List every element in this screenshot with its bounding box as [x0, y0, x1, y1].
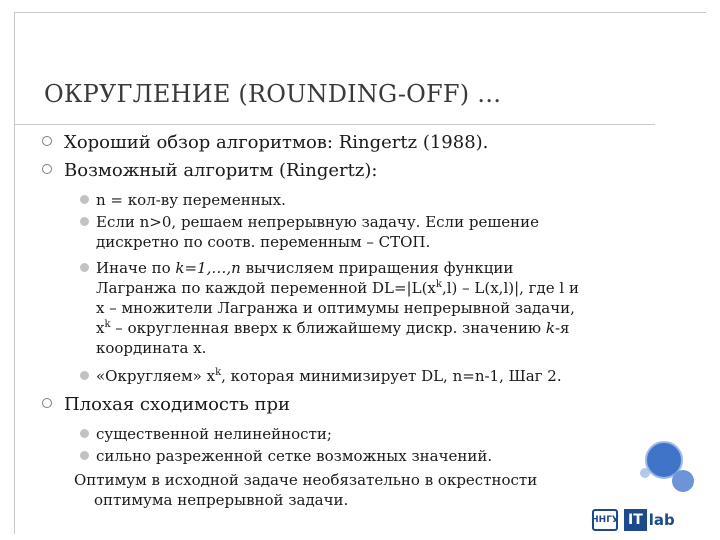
condition-text: сильно разреженной сетке возможных значений. — [96, 447, 493, 465]
bullet-circle-icon — [42, 398, 52, 408]
index-variable: k — [545, 319, 555, 337]
bullet-circle-icon — [42, 164, 52, 174]
text-run: – округленная вверх к ближайшему дискр. значению — [110, 319, 546, 337]
sub-bullet-line: дискретно по соотв. переменным – СТОП. — [96, 233, 431, 251]
text-run: , которая минимизирует DL, n=n-1, Шаг 2. — [221, 367, 562, 385]
bullet-text: Плохая сходимость при — [64, 394, 290, 415]
university-logo-icon: ННГУ — [592, 509, 618, 531]
sub-bullet-dot-icon — [80, 429, 89, 438]
condition-item-1 — [96, 424, 656, 444]
superscript: k — [104, 319, 111, 330]
sub-bullet-dot-icon — [80, 195, 89, 204]
sub-bullet-line: x – множители Лагранжа и оптимумы непрерывной задачи, — [96, 299, 575, 317]
sub-bullet-line — [96, 318, 656, 338]
note-line: Оптимум в исходной задаче необязательно в окрестности — [74, 471, 538, 489]
sub-bullet-2 — [96, 212, 656, 252]
slide-title: ОКРУГЛЕНИЕ (ROUNDING-OFF) … — [44, 80, 502, 108]
note-line: оптимума непрерывной задачи. — [94, 491, 349, 509]
sub-bullet-text: n = кол-ву переменных. — [96, 191, 286, 209]
bullet-item-1 — [64, 132, 488, 154]
sub-bullet-dot-icon — [80, 451, 89, 460]
text-run: x — [96, 319, 105, 337]
sub-bullet-line: координата x. — [96, 339, 207, 357]
itlab-lab: lab — [648, 511, 675, 529]
sub-bullet-3 — [96, 258, 656, 358]
bullet-text: Хороший обзор алгоритмов: Ringertz (1988). — [64, 132, 489, 153]
itlab-wordmark — [624, 509, 675, 531]
condition-text: существенной нелинейности; — [96, 425, 332, 443]
text-run: ,l) – L(x,l)|, где l и — [441, 279, 579, 297]
sub-bullet-1 — [96, 190, 656, 210]
note-text — [74, 470, 594, 510]
bullet-item-2 — [64, 160, 377, 182]
text-run: «Округляем» x — [96, 367, 216, 385]
sub-bullet-4 — [96, 366, 656, 386]
text-run: -я — [554, 319, 570, 337]
bullet-text: Возможный алгоритм (Ringertz): — [64, 160, 378, 181]
sub-bullet-line: Если n>0, решаем непрерывную задачу. Если решение — [96, 213, 540, 231]
sub-bullet-line — [96, 258, 656, 278]
superscript: k — [435, 279, 442, 290]
text-run: Лагранжа по каждой переменной DL=|L(x — [96, 279, 436, 297]
bullet-item-3 — [64, 394, 290, 416]
itlab-it: IT — [624, 509, 647, 531]
text-run: вычисляем приращения функции — [240, 259, 514, 277]
bullet-circle-icon — [42, 136, 52, 146]
itlab-logo — [592, 508, 712, 532]
sub-bullet-dot-icon — [80, 371, 89, 380]
sub-bullet-line — [96, 278, 656, 298]
decor-circle-medium-icon — [672, 470, 694, 492]
sub-bullet-dot-icon — [80, 263, 89, 272]
index-range: k=1,…,n — [175, 259, 241, 277]
text-run: Иначе по — [96, 259, 176, 277]
superscript: k — [215, 367, 222, 378]
sub-bullet-dot-icon — [80, 217, 89, 226]
condition-item-2 — [96, 446, 656, 466]
